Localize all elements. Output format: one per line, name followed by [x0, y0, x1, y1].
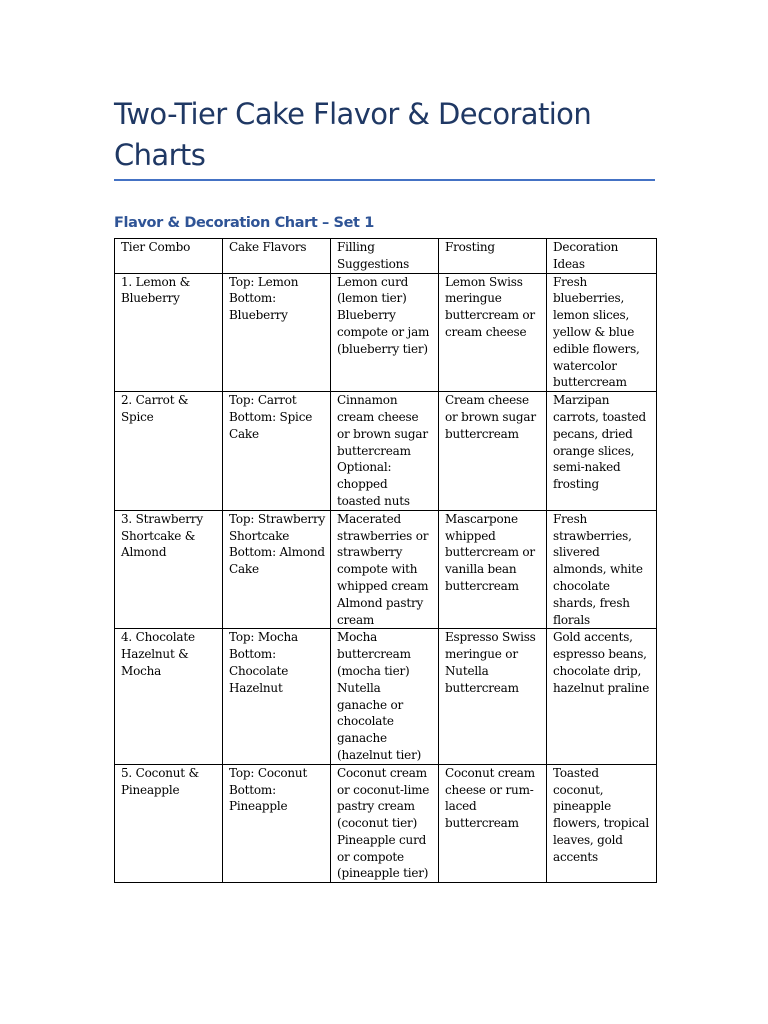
table-row: [115, 392, 657, 511]
decoration-cell: Fresh strawberries, slivered almonds, white chocolate shards, fresh florals: [547, 510, 657, 629]
table-header-row: [115, 239, 657, 274]
title-divider: [114, 179, 655, 181]
decoration-cell: Fresh blueberries, lemon slices, yellow & blue edible flowers, watercolor buttercream: [547, 273, 657, 392]
header-tier-combo: Tier Combo: [115, 239, 223, 274]
flavor-line: Bottom: Almond Cake: [229, 545, 325, 577]
cake-flavors-cell: [223, 629, 331, 764]
filling-line: Nutella ganache or chocolate ganache (hazelnut tier): [337, 680, 422, 762]
frosting-cell: Coconut cream cheese or rum-laced buttercream: [439, 764, 547, 883]
flavor-line: Top: Mocha: [229, 630, 298, 645]
section-heading: Flavor & Decoration Chart – Set 1: [114, 215, 374, 231]
table-row: [115, 510, 657, 629]
flavor-line: Bottom: Spice Cake: [229, 409, 313, 441]
header-filling-suggestions: Filling Suggestions: [331, 239, 439, 274]
decoration-cell: Gold accents, espresso beans, chocolate drip, hazelnut praline: [547, 629, 657, 764]
header-frosting: Frosting: [439, 239, 547, 274]
frosting-cell: Cream cheese or brown sugar buttercream: [439, 392, 547, 511]
flavor-line: Top: Coconut: [229, 765, 308, 780]
tier-combo-cell: 4. Chocolate Hazelnut & Mocha: [115, 629, 223, 764]
header-decoration-ideas: Decoration Ideas: [547, 239, 657, 274]
filling-line: Optional: chopped toasted nuts: [337, 460, 410, 508]
table-row: [115, 273, 657, 392]
frosting-cell: Espresso Swiss meringue or Nutella buttercream: [439, 629, 547, 764]
header-cake-flavors: Cake Flavors: [223, 239, 331, 274]
flavor-line: Bottom: Blueberry: [229, 291, 288, 323]
tier-combo-cell: 5. Coconut & Pineapple: [115, 764, 223, 883]
flavor-line: Top: Carrot: [229, 393, 297, 408]
filling-cell: [331, 764, 439, 883]
document-title: Two-Tier Cake Flavor & Decoration Charts: [114, 97, 592, 172]
cake-flavors-cell: [223, 510, 331, 629]
tier-combo-cell: 2. Carrot & Spice: [115, 392, 223, 511]
filling-line: Lemon curd (lemon tier): [337, 274, 409, 306]
filling-line: Blueberry compote or jam (blueberry tier): [337, 308, 430, 356]
tier-combo-cell: 3. Strawberry Shortcake & Almond: [115, 510, 223, 629]
filling-line: Coconut cream or coconut-lime pastry cream (coconut tier): [337, 765, 430, 831]
frosting-cell: Lemon Swiss meringue buttercream or cream cheese: [439, 273, 547, 392]
filling-line: Mocha buttercream (mocha tier): [337, 630, 411, 678]
filling-cell: [331, 273, 439, 392]
flavor-line: Bottom: Chocolate Hazelnut: [229, 647, 289, 695]
flavor-decoration-table: [114, 238, 657, 883]
filling-cell: [331, 629, 439, 764]
table-row: [115, 764, 657, 883]
frosting-cell: Mascarpone whipped buttercream or vanilla bean buttercream: [439, 510, 547, 629]
filling-line: Almond pastry cream: [337, 595, 424, 627]
decoration-cell: Marzipan carrots, toasted pecans, dried orange slices, semi-naked frosting: [547, 392, 657, 511]
cake-flavors-cell: [223, 392, 331, 511]
filling-line: Macerated strawberries or strawberry compote with whipped cream: [337, 511, 429, 593]
filling-cell: [331, 510, 439, 629]
flavor-line: Top: Lemon: [229, 274, 299, 289]
table-row: [115, 629, 657, 764]
cake-flavors-cell: [223, 764, 331, 883]
filling-line: Pineapple curd or compote (pineapple tier): [337, 832, 429, 881]
flavor-line: Bottom: Pineapple: [229, 782, 288, 814]
filling-line: Cinnamon cream cheese or brown sugar buttercream: [337, 393, 428, 458]
flavor-line: Top: Strawberry Shortcake: [229, 511, 326, 543]
decoration-cell: Toasted coconut, pineapple flowers, tropical leaves, gold accents: [547, 764, 657, 883]
tier-combo-cell: 1. Lemon & Blueberry: [115, 273, 223, 392]
filling-cell: [331, 392, 439, 511]
cake-flavors-cell: [223, 273, 331, 392]
